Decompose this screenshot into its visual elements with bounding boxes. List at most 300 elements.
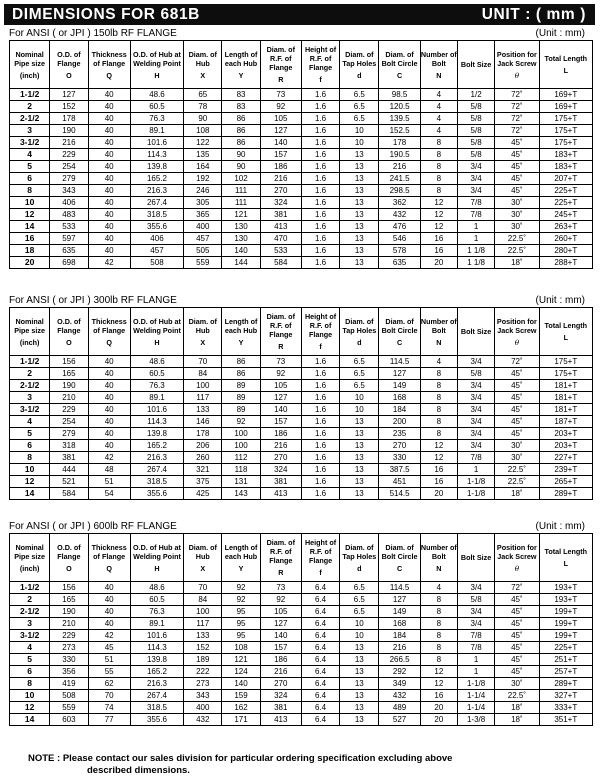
table-cell: 1.6 bbox=[301, 464, 339, 476]
table-cell: 6.4 bbox=[301, 582, 339, 594]
table-cell: 7/8 bbox=[457, 197, 494, 209]
column-header-label: O.D. of Flange bbox=[57, 49, 81, 68]
table-cell: 241.5 bbox=[379, 173, 420, 185]
table-cell: 1 bbox=[457, 654, 494, 666]
table-cell: 514.5 bbox=[379, 488, 420, 500]
table-cell: 22.5˚ bbox=[495, 464, 539, 476]
pipe-size-cell: 3-1/2 bbox=[10, 404, 50, 416]
column-header-symbol: C bbox=[396, 70, 403, 80]
column-header bbox=[495, 534, 539, 582]
table-cell: 318.5 bbox=[130, 702, 183, 714]
table-cell: 72˚ bbox=[495, 89, 539, 101]
column-header-label: Number of Bolt bbox=[420, 49, 457, 68]
table-cell: 216 bbox=[50, 137, 88, 149]
table-cell: 343 bbox=[50, 185, 88, 197]
column-header bbox=[130, 41, 183, 89]
column-header-label: Thickness of Flange bbox=[91, 316, 127, 335]
table-cell: 8 bbox=[420, 368, 457, 380]
table-row bbox=[10, 137, 593, 149]
table-cell: 76.3 bbox=[130, 113, 183, 125]
table-cell: 13 bbox=[340, 149, 379, 161]
pipe-size-cell: 2 bbox=[10, 101, 50, 113]
table-cell: 1.6 bbox=[301, 380, 339, 392]
table-cell: 30˚ bbox=[495, 209, 539, 221]
table-cell: 318.5 bbox=[130, 209, 183, 221]
table-cell: 165 bbox=[50, 368, 88, 380]
table-cell: 30˚ bbox=[495, 197, 539, 209]
table-cell: 70 bbox=[88, 690, 130, 702]
table-cell: 603 bbox=[50, 714, 88, 726]
table-cell: 111 bbox=[222, 197, 260, 209]
table-cell: 288+T bbox=[539, 257, 592, 269]
pipe-size-cell: 5 bbox=[10, 654, 50, 666]
table-cell: 546 bbox=[379, 233, 420, 245]
table-cell: 1-1/8 bbox=[457, 488, 494, 500]
table-cell: 324 bbox=[260, 197, 301, 209]
table-cell: 425 bbox=[184, 488, 222, 500]
table-cell: 6.5 bbox=[340, 380, 379, 392]
section-unit: (Unit : mm) bbox=[535, 28, 585, 39]
table-cell: 327+T bbox=[539, 690, 592, 702]
table-cell: 117 bbox=[184, 392, 222, 404]
column-header-symbol: Q bbox=[106, 337, 112, 347]
table-row bbox=[10, 101, 593, 113]
column-header-symbol: C bbox=[396, 337, 403, 347]
table-cell: 13 bbox=[340, 666, 379, 678]
table-cell: 216.3 bbox=[130, 678, 183, 690]
column-header-label: Diam. of R.F. of Flange bbox=[266, 312, 295, 339]
table-cell: 190.5 bbox=[379, 149, 420, 161]
column-header-symbol: X bbox=[200, 337, 206, 347]
table-cell: 8 bbox=[420, 594, 457, 606]
table-cell: 45˚ bbox=[495, 654, 539, 666]
table-cell: 89 bbox=[222, 392, 260, 404]
section-title: For ANSI ( or JPI ) 600lb RF FLANGE bbox=[9, 521, 177, 532]
table-cell: 12 bbox=[420, 452, 457, 464]
pipe-size-cell: 6 bbox=[10, 666, 50, 678]
table-cell: 1.6 bbox=[301, 221, 339, 233]
table-cell: 16 bbox=[420, 690, 457, 702]
table-cell: 13 bbox=[340, 488, 379, 500]
table-cell: 89 bbox=[222, 380, 260, 392]
table-row bbox=[10, 185, 593, 197]
table-cell: 18˚ bbox=[495, 257, 539, 269]
table-cell: 51 bbox=[88, 654, 130, 666]
table-cell: 30˚ bbox=[495, 452, 539, 464]
column-header bbox=[457, 534, 494, 582]
table-cell: 12 bbox=[420, 666, 457, 678]
table-cell: 225+T bbox=[539, 185, 592, 197]
table-cell: 18˚ bbox=[495, 488, 539, 500]
table-cell: 86 bbox=[222, 137, 260, 149]
table-cell: 225+T bbox=[539, 197, 592, 209]
table-cell: 527 bbox=[379, 714, 420, 726]
table-cell: 45˚ bbox=[495, 618, 539, 630]
column-header bbox=[10, 308, 50, 356]
table-cell: 20 bbox=[420, 257, 457, 269]
table-cell: 190 bbox=[50, 606, 88, 618]
table-cell: 127 bbox=[260, 618, 301, 630]
table-cell: 156 bbox=[50, 356, 88, 368]
column-header bbox=[260, 41, 301, 89]
table-cell: 51 bbox=[88, 476, 130, 488]
pipe-size-cell: 14 bbox=[10, 488, 50, 500]
header-row bbox=[10, 41, 593, 89]
column-header-symbol: O bbox=[66, 70, 72, 80]
table-cell: 216.3 bbox=[130, 452, 183, 464]
table-row bbox=[10, 368, 593, 380]
table-cell: 65 bbox=[184, 89, 222, 101]
table-cell: 76.3 bbox=[130, 380, 183, 392]
table-cell: 190 bbox=[50, 125, 88, 137]
column-header bbox=[184, 534, 222, 582]
column-header-symbol: (inch) bbox=[19, 563, 40, 573]
column-header bbox=[130, 308, 183, 356]
table-cell: 381 bbox=[260, 702, 301, 714]
table-cell: 298.5 bbox=[379, 185, 420, 197]
table-cell: 406 bbox=[130, 233, 183, 245]
table-cell: 135 bbox=[184, 149, 222, 161]
table-cell: 77 bbox=[88, 714, 130, 726]
table-cell: 102 bbox=[222, 173, 260, 185]
table-cell: 273 bbox=[184, 678, 222, 690]
table-cell: 3/4 bbox=[457, 380, 494, 392]
table-row bbox=[10, 113, 593, 125]
table-cell: 362 bbox=[379, 197, 420, 209]
table-cell: 40 bbox=[88, 185, 130, 197]
table-cell: 89.1 bbox=[130, 618, 183, 630]
table-cell: 578 bbox=[379, 245, 420, 257]
table-cell: 12 bbox=[420, 209, 457, 221]
table-cell: 40 bbox=[88, 416, 130, 428]
column-header bbox=[88, 534, 130, 582]
column-header-label: Nominal Pipe size bbox=[14, 542, 46, 561]
pipe-size-cell: 10 bbox=[10, 197, 50, 209]
table-cell: 351+T bbox=[539, 714, 592, 726]
table-cell: 60.5 bbox=[130, 101, 183, 113]
table-cell: 1 bbox=[457, 233, 494, 245]
table-cell: 318.5 bbox=[130, 476, 183, 488]
table-cell: 178 bbox=[50, 113, 88, 125]
column-header-symbol: θ bbox=[514, 70, 520, 80]
table-cell: 7/8 bbox=[457, 209, 494, 221]
table-cell: 1.6 bbox=[301, 257, 339, 269]
table-cell: 89.1 bbox=[130, 392, 183, 404]
table-cell: 73 bbox=[260, 582, 301, 594]
table-cell: 1.6 bbox=[301, 233, 339, 245]
column-header-symbol: N bbox=[436, 563, 442, 573]
table-cell: 3/4 bbox=[457, 185, 494, 197]
dimension-table bbox=[9, 40, 593, 269]
column-header-label: O.D. of Flange bbox=[57, 316, 81, 335]
table-cell: 48.6 bbox=[130, 356, 183, 368]
table-row bbox=[10, 452, 593, 464]
table-cell: 321 bbox=[184, 464, 222, 476]
table-cell: 289+T bbox=[539, 678, 592, 690]
table-cell: 333+T bbox=[539, 702, 592, 714]
table-cell: 108 bbox=[184, 125, 222, 137]
column-header-symbol: θ bbox=[514, 337, 520, 347]
table-cell: 400 bbox=[184, 221, 222, 233]
pipe-size-cell: 12 bbox=[10, 702, 50, 714]
table-cell: 90 bbox=[222, 149, 260, 161]
table-cell: 127 bbox=[50, 89, 88, 101]
table-row bbox=[10, 125, 593, 137]
pipe-size-cell: 4 bbox=[10, 149, 50, 161]
table-cell: 13 bbox=[340, 702, 379, 714]
table-cell: 207+T bbox=[539, 173, 592, 185]
pipe-size-cell: 8 bbox=[10, 678, 50, 690]
flange-section-1 bbox=[9, 295, 593, 500]
table-cell: 152 bbox=[50, 101, 88, 113]
column-header-symbol: L bbox=[563, 333, 568, 342]
table-cell: 8 bbox=[420, 137, 457, 149]
column-header-label: Bolt Size bbox=[460, 553, 492, 562]
table-cell: 13 bbox=[340, 452, 379, 464]
table-cell: 175+T bbox=[539, 368, 592, 380]
table-cell: 131 bbox=[222, 476, 260, 488]
pipe-size-cell: 2 bbox=[10, 594, 50, 606]
column-header bbox=[457, 41, 494, 89]
table-cell: 254 bbox=[50, 161, 88, 173]
table-cell: 152.5 bbox=[379, 125, 420, 137]
table-cell: 381 bbox=[260, 209, 301, 221]
pipe-size-cell: 6 bbox=[10, 440, 50, 452]
table-cell: 330 bbox=[50, 654, 88, 666]
table-cell: 254 bbox=[50, 416, 88, 428]
table-cell: 157 bbox=[260, 642, 301, 654]
table-cell: 175+T bbox=[539, 113, 592, 125]
pipe-size-cell: 20 bbox=[10, 257, 50, 269]
table-cell: 1.6 bbox=[301, 392, 339, 404]
table-cell: 13 bbox=[340, 209, 379, 221]
column-header-label: Diam. of R.F. of Flange bbox=[266, 538, 295, 565]
column-header bbox=[222, 308, 260, 356]
table-cell: 292 bbox=[379, 666, 420, 678]
table-cell: 375 bbox=[184, 476, 222, 488]
table-cell: 118 bbox=[222, 464, 260, 476]
column-header-symbol: H bbox=[154, 563, 160, 573]
table-cell: 127 bbox=[379, 368, 420, 380]
table-cell: 72˚ bbox=[495, 101, 539, 113]
table-cell: 92 bbox=[222, 582, 260, 594]
table-cell: 6.4 bbox=[301, 594, 339, 606]
table-cell: 22.5˚ bbox=[495, 476, 539, 488]
flange-section-2 bbox=[9, 521, 593, 726]
table-cell: 72˚ bbox=[495, 582, 539, 594]
table-cell: 72˚ bbox=[495, 356, 539, 368]
table-cell: 178 bbox=[184, 428, 222, 440]
title-banner bbox=[4, 4, 595, 25]
pipe-size-cell: 4 bbox=[10, 642, 50, 654]
table-cell: 330 bbox=[379, 452, 420, 464]
table-cell: 175+T bbox=[539, 137, 592, 149]
table-cell: 432 bbox=[379, 209, 420, 221]
table-cell: 381 bbox=[260, 476, 301, 488]
table-cell: 7/8 bbox=[457, 630, 494, 642]
table-cell: 3/4 bbox=[457, 606, 494, 618]
table-cell: 413 bbox=[260, 221, 301, 233]
table-cell: 193+T bbox=[539, 594, 592, 606]
table-cell: 6.4 bbox=[301, 606, 339, 618]
table-cell: 40 bbox=[88, 149, 130, 161]
table-cell: 83 bbox=[222, 89, 260, 101]
table-cell: 54 bbox=[88, 488, 130, 500]
table-cell: 152 bbox=[184, 642, 222, 654]
column-header-label: Position for Jack Screw bbox=[496, 49, 537, 68]
table-cell: 45˚ bbox=[495, 392, 539, 404]
table-cell: 45˚ bbox=[495, 185, 539, 197]
table-row bbox=[10, 690, 593, 702]
table-cell: 406 bbox=[50, 197, 88, 209]
table-cell: 40 bbox=[88, 137, 130, 149]
column-header-label: Diam. of Bolt Circle bbox=[381, 542, 418, 561]
table-cell: 1-1/8 bbox=[457, 678, 494, 690]
table-cell: 387.5 bbox=[379, 464, 420, 476]
column-header-label: Height of R.F. of Flange bbox=[304, 312, 337, 339]
column-header bbox=[495, 41, 539, 89]
pipe-size-cell: 3-1/2 bbox=[10, 137, 50, 149]
table-cell: 40 bbox=[88, 233, 130, 245]
table-cell: 6.4 bbox=[301, 654, 339, 666]
column-header-label: Bolt Size bbox=[460, 327, 492, 336]
table-cell: 18˚ bbox=[495, 714, 539, 726]
table-cell: 42 bbox=[88, 630, 130, 642]
table-cell: 169+T bbox=[539, 101, 592, 113]
table-cell: 8 bbox=[420, 392, 457, 404]
table-cell: 225+T bbox=[539, 642, 592, 654]
table-cell: 120.5 bbox=[379, 101, 420, 113]
table-cell: 40 bbox=[88, 428, 130, 440]
column-header-symbol: C bbox=[396, 563, 403, 573]
column-header-symbol: Y bbox=[238, 563, 244, 573]
column-header-label: O.D. of Hub at Welding Point bbox=[133, 542, 181, 561]
table-cell: 267.4 bbox=[130, 690, 183, 702]
dimension-table bbox=[9, 533, 593, 726]
column-header bbox=[340, 308, 379, 356]
table-cell: 1 bbox=[457, 666, 494, 678]
column-header-symbol: (inch) bbox=[19, 70, 40, 80]
column-header-symbol: d bbox=[357, 563, 362, 573]
table-cell: 6.5 bbox=[340, 356, 379, 368]
table-cell: 146 bbox=[184, 416, 222, 428]
pipe-size-cell: 10 bbox=[10, 464, 50, 476]
table-cell: 1 bbox=[457, 464, 494, 476]
table-cell: 8 bbox=[420, 654, 457, 666]
pipe-size-cell: 3-1/2 bbox=[10, 630, 50, 642]
table-cell: 324 bbox=[260, 464, 301, 476]
table-cell: 40 bbox=[88, 221, 130, 233]
pipe-size-cell: 14 bbox=[10, 714, 50, 726]
table-cell: 216 bbox=[260, 173, 301, 185]
table-cell: 270 bbox=[260, 185, 301, 197]
column-header bbox=[130, 534, 183, 582]
table-cell: 1.6 bbox=[301, 209, 339, 221]
table-row bbox=[10, 392, 593, 404]
table-cell: 7/8 bbox=[457, 642, 494, 654]
table-cell: 1 1/8 bbox=[457, 257, 494, 269]
column-header bbox=[379, 41, 420, 89]
table-cell: 139.8 bbox=[130, 654, 183, 666]
table-cell: 144 bbox=[222, 257, 260, 269]
table-row bbox=[10, 89, 593, 101]
table-cell: 40 bbox=[88, 101, 130, 113]
table-cell: 40 bbox=[88, 582, 130, 594]
column-header bbox=[222, 534, 260, 582]
table-cell: 45˚ bbox=[495, 416, 539, 428]
table-cell: 114.3 bbox=[130, 149, 183, 161]
column-header-label: Height of R.F. of Flange bbox=[304, 538, 337, 565]
column-header bbox=[420, 41, 457, 89]
table-cell: 70 bbox=[184, 356, 222, 368]
table-cell: 13 bbox=[340, 221, 379, 233]
table-cell: 84 bbox=[184, 368, 222, 380]
table-row bbox=[10, 678, 593, 690]
column-header bbox=[420, 534, 457, 582]
table-cell: 13 bbox=[340, 416, 379, 428]
table-cell: 260+T bbox=[539, 233, 592, 245]
table-cell: 355.6 bbox=[130, 221, 183, 233]
column-header-symbol: Y bbox=[238, 70, 244, 80]
pipe-size-cell: 5 bbox=[10, 428, 50, 440]
table-cell: 4 bbox=[420, 101, 457, 113]
table-cell: 40 bbox=[88, 618, 130, 630]
table-cell: 4 bbox=[420, 89, 457, 101]
table-cell: 6.4 bbox=[301, 714, 339, 726]
pipe-size-cell: 6 bbox=[10, 173, 50, 185]
table-cell: 635 bbox=[50, 245, 88, 257]
table-cell: 22.5˚ bbox=[495, 233, 539, 245]
table-cell: 40 bbox=[88, 404, 130, 416]
column-header-label: Number of Bolt bbox=[420, 316, 457, 335]
table-cell: 533 bbox=[50, 221, 88, 233]
table-cell: 6.5 bbox=[340, 89, 379, 101]
table-cell: 6.5 bbox=[340, 101, 379, 113]
table-cell: 100 bbox=[184, 606, 222, 618]
table-cell: 40 bbox=[88, 245, 130, 257]
table-cell: 318 bbox=[50, 440, 88, 452]
column-header-symbol: f bbox=[319, 342, 322, 351]
table-cell: 1.6 bbox=[301, 149, 339, 161]
table-cell: 199+T bbox=[539, 606, 592, 618]
table-cell: 165.2 bbox=[130, 666, 183, 678]
table-cell: 13 bbox=[340, 654, 379, 666]
table-cell: 186 bbox=[260, 428, 301, 440]
table-cell: 30˚ bbox=[495, 440, 539, 452]
table-cell: 8 bbox=[420, 404, 457, 416]
table-cell: 140 bbox=[260, 137, 301, 149]
column-header bbox=[539, 308, 592, 356]
table-cell: 419 bbox=[50, 678, 88, 690]
table-cell: 157 bbox=[260, 149, 301, 161]
column-header bbox=[88, 41, 130, 89]
table-cell: 203+T bbox=[539, 440, 592, 452]
table-cell: 45˚ bbox=[495, 404, 539, 416]
table-cell: 192 bbox=[184, 173, 222, 185]
column-header bbox=[10, 534, 50, 582]
column-header-label: O.D. of Hub at Welding Point bbox=[133, 49, 181, 68]
column-header-symbol: X bbox=[200, 563, 206, 573]
table-cell: 105 bbox=[260, 380, 301, 392]
table-cell: 5/8 bbox=[457, 149, 494, 161]
table-cell: 8 bbox=[420, 618, 457, 630]
table-cell: 105 bbox=[260, 113, 301, 125]
column-header-label: Length of each Hub bbox=[224, 49, 258, 68]
pipe-size-cell: 8 bbox=[10, 452, 50, 464]
column-header-label: Diam. of Hub bbox=[188, 49, 217, 68]
table-cell: 3/4 bbox=[457, 356, 494, 368]
table-cell: 45˚ bbox=[495, 161, 539, 173]
